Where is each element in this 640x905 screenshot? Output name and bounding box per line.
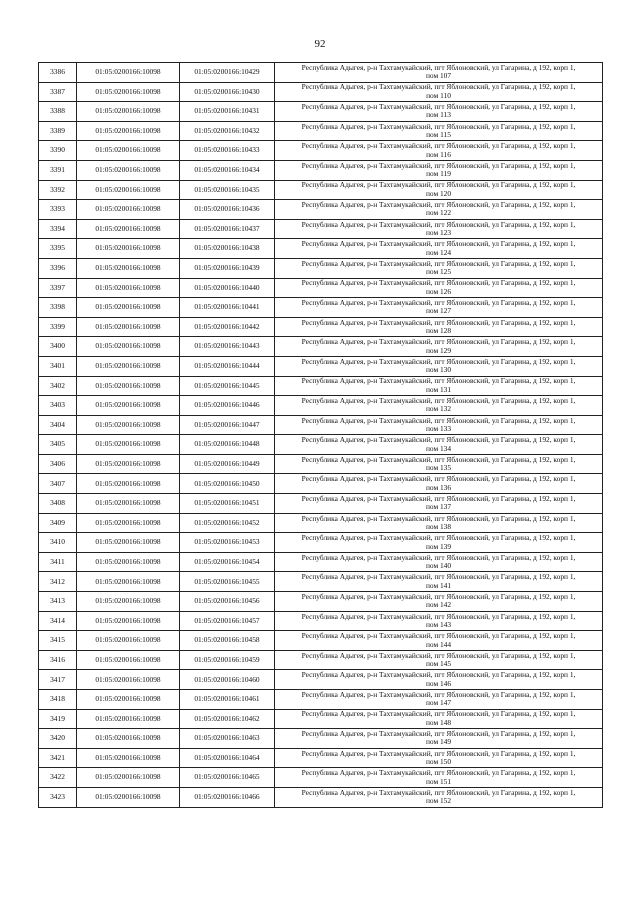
cadastral-number-cell: 01:05:0200166:10449: [180, 454, 275, 474]
address-cell: [275, 317, 603, 337]
parent-cadastral-number-cell: 01:05:0200166:10098: [77, 82, 180, 102]
table-row: [39, 317, 603, 337]
address-line: Республика Адыгея, р-н Тахтамукайский, пгт Яблоновский, ул Гагарина, д 192, корп 1,: [301, 82, 576, 92]
row-number-cell: 3422: [39, 768, 77, 788]
address-cell: [275, 729, 603, 749]
premises-number: пом 141: [425, 580, 452, 590]
row-number-cell: 3400: [39, 337, 77, 357]
address-cell: [275, 552, 603, 572]
cadastral-number-cell: 01:05:0200166:10436: [180, 200, 275, 220]
table-row: [39, 298, 603, 318]
cadastral-number-cell: 01:05:0200166:10464: [180, 748, 275, 768]
address-line: Республика Адыгея, р-н Тахтамукайский, пгт Яблоновский, ул Гагарина, д 192, корп 1,: [301, 768, 576, 778]
row-number-cell: 3404: [39, 415, 77, 435]
address-cell: [275, 298, 603, 318]
parent-cadastral-number-cell: 01:05:0200166:10098: [77, 160, 180, 180]
table-row: [39, 533, 603, 553]
premises-number: пом 135: [425, 463, 452, 473]
page-number: 92: [314, 38, 326, 50]
premises-number: пом 149: [425, 737, 452, 747]
row-number-cell: 3388: [39, 102, 77, 122]
table-row: [39, 63, 603, 83]
address-cell: [275, 670, 603, 690]
cadastral-number-cell: 01:05:0200166:10447: [180, 415, 275, 435]
premises-number: пом 131: [425, 384, 452, 394]
parent-cadastral-number-cell: 01:05:0200166:10098: [77, 121, 180, 141]
premises-number: пом 116: [426, 149, 451, 159]
premises-number: пом 148: [425, 717, 452, 727]
address-line: Республика Адыгея, р-н Тахтамукайский, пгт Яблоновский, ул Гагарина, д 192, корп 1,: [301, 670, 576, 680]
cadastral-number-cell: 01:05:0200166:10466: [180, 787, 275, 807]
parent-cadastral-number-cell: 01:05:0200166:10098: [77, 102, 180, 122]
address-cell: [275, 200, 603, 220]
premises-number: пом 120: [425, 188, 452, 198]
address-cell: [275, 219, 603, 239]
parent-cadastral-number-cell: 01:05:0200166:10098: [77, 729, 180, 749]
address-cell: [275, 121, 603, 141]
parent-cadastral-number-cell: 01:05:0200166:10098: [77, 787, 180, 807]
parent-cadastral-number-cell: 01:05:0200166:10098: [77, 592, 180, 612]
parent-cadastral-number-cell: 01:05:0200166:10098: [77, 141, 180, 161]
table-row: [39, 239, 603, 259]
address-cell: [275, 396, 603, 416]
row-number-cell: 3402: [39, 376, 77, 396]
table-row: [39, 160, 603, 180]
address-cell: [275, 611, 603, 631]
table-row: [39, 200, 603, 220]
row-number-cell: 3401: [39, 356, 77, 376]
row-number-cell: 3403: [39, 396, 77, 416]
premises-number: пом 139: [425, 541, 452, 551]
table-row: [39, 513, 603, 533]
table-row: [39, 650, 603, 670]
parent-cadastral-number-cell: 01:05:0200166:10098: [77, 650, 180, 670]
row-number-cell: 3416: [39, 650, 77, 670]
table-row: [39, 415, 603, 435]
cadastral-number-cell: 01:05:0200166:10443: [180, 337, 275, 357]
address-line: Республика Адыгея, р-н Тахтамукайский, пгт Яблоновский, ул Гагарина, д 192, корп 1,: [301, 258, 576, 268]
table-row: [39, 748, 603, 768]
row-number-cell: 3396: [39, 258, 77, 278]
table-row: [39, 787, 603, 807]
parent-cadastral-number-cell: 01:05:0200166:10098: [77, 709, 180, 729]
premises-number: пом 110: [426, 90, 451, 100]
cadastral-number-cell: 01:05:0200166:10437: [180, 219, 275, 239]
premises-number: пом 129: [425, 345, 452, 355]
address-line: Республика Адыгея, р-н Тахтамукайский, пгт Яблоновский, ул Гагарина, д 192, корп 1,: [301, 278, 576, 288]
row-number-cell: 3417: [39, 670, 77, 690]
address-cell: [275, 513, 603, 533]
row-number-cell: 3399: [39, 317, 77, 337]
address-line: Республика Адыгея, р-н Тахтамукайский, пгт Яблоновский, ул Гагарина, д 192, корп 1,: [301, 454, 576, 464]
address-line: Республика Адыгея, р-н Тахтамукайский, пгт Яблоновский, ул Гагарина, д 192, корп 1,: [301, 395, 576, 405]
parent-cadastral-number-cell: 01:05:0200166:10098: [77, 278, 180, 298]
cadastral-number-cell: 01:05:0200166:10444: [180, 356, 275, 376]
address-line: Республика Адыгея, р-н Тахтамукайский, пгт Яблоновский, ул Гагарина, д 192, корп 1,: [301, 337, 576, 347]
parent-cadastral-number-cell: 01:05:0200166:10098: [77, 239, 180, 259]
address-cell: [275, 650, 603, 670]
cadastral-number-cell: 01:05:0200166:10429: [180, 63, 275, 83]
parent-cadastral-number-cell: 01:05:0200166:10098: [77, 376, 180, 396]
premises-number: пом 145: [425, 659, 452, 669]
address-line: Республика Адыгея, р-н Тахтамукайский, пгт Яблоновский, ул Гагарина, д 192, корп 1,: [301, 62, 576, 72]
parent-cadastral-number-cell: 01:05:0200166:10098: [77, 298, 180, 318]
premises-number: пом 126: [425, 286, 452, 296]
cadastral-number-cell: 01:05:0200166:10460: [180, 670, 275, 690]
parent-cadastral-number-cell: 01:05:0200166:10098: [77, 513, 180, 533]
row-number-cell: 3386: [39, 63, 77, 83]
cadastral-number-cell: 01:05:0200166:10430: [180, 82, 275, 102]
address-line: Республика Адыгея, р-н Тахтамукайский, пгт Яблоновский, ул Гагарина, д 192, корп 1,: [301, 415, 576, 425]
address-cell: [275, 474, 603, 494]
premises-number: пом 107: [425, 71, 452, 81]
address-line: Республика Адыгея, р-н Тахтамукайский, пгт Яблоновский, ул Гагарина, д 192, корп 1,: [301, 121, 576, 131]
cadastral-number-cell: 01:05:0200166:10459: [180, 650, 275, 670]
premises-number: пом 152: [425, 796, 452, 806]
cadastral-number-cell: 01:05:0200166:10453: [180, 533, 275, 553]
cadastral-number-cell: 01:05:0200166:10441: [180, 298, 275, 318]
cadastral-number-cell: 01:05:0200166:10439: [180, 258, 275, 278]
row-number-cell: 3423: [39, 787, 77, 807]
parent-cadastral-number-cell: 01:05:0200166:10098: [77, 611, 180, 631]
premises-number: пом 133: [425, 423, 452, 433]
row-number-cell: 3394: [39, 219, 77, 239]
table-row: [39, 454, 603, 474]
row-number-cell: 3395: [39, 239, 77, 259]
cadastral-number-cell: 01:05:0200166:10434: [180, 160, 275, 180]
premises-number: пом 119: [426, 169, 451, 179]
table-row: [39, 180, 603, 200]
row-number-cell: 3414: [39, 611, 77, 631]
table-row: [39, 141, 603, 161]
address-line: Республика Адыгея, р-н Тахтамукайский, пгт Яблоновский, ул Гагарина, д 192, корп 1,: [301, 317, 576, 327]
address-cell: [275, 376, 603, 396]
table-row: [39, 435, 603, 455]
row-number-cell: 3389: [39, 121, 77, 141]
registry-table-body: [39, 63, 603, 808]
cadastral-number-cell: 01:05:0200166:10445: [180, 376, 275, 396]
address-line: Республика Адыгея, р-н Тахтамукайский, пгт Яблоновский, ул Гагарина, д 192, корп 1,: [301, 180, 576, 190]
row-number-cell: 3387: [39, 82, 77, 102]
premises-number: пом 115: [426, 130, 451, 140]
parent-cadastral-number-cell: 01:05:0200166:10098: [77, 494, 180, 514]
table-row: [39, 474, 603, 494]
table-row: [39, 396, 603, 416]
cadastral-number-cell: 01:05:0200166:10433: [180, 141, 275, 161]
address-cell: [275, 592, 603, 612]
address-cell: [275, 572, 603, 592]
address-line: Республика Адыгея, р-н Тахтамукайский, пгт Яблоновский, ул Гагарина, д 192, корп 1,: [301, 709, 576, 719]
cadastral-number-cell: 01:05:0200166:10454: [180, 552, 275, 572]
parent-cadastral-number-cell: 01:05:0200166:10098: [77, 533, 180, 553]
address-cell: [275, 631, 603, 651]
premises-number: пом 130: [425, 365, 452, 375]
table-row: [39, 552, 603, 572]
parent-cadastral-number-cell: 01:05:0200166:10098: [77, 200, 180, 220]
cadastral-number-cell: 01:05:0200166:10461: [180, 690, 275, 710]
premises-number: пом 128: [425, 326, 452, 336]
parent-cadastral-number-cell: 01:05:0200166:10098: [77, 454, 180, 474]
parent-cadastral-number-cell: 01:05:0200166:10098: [77, 572, 180, 592]
table-row: [39, 82, 603, 102]
address-cell: [275, 709, 603, 729]
row-number-cell: 3398: [39, 298, 77, 318]
address-line: Республика Адыгея, р-н Тахтамукайский, пгт Яблоновский, ул Гагарина, д 192, корп 1,: [301, 513, 576, 523]
premises-number: пом 136: [425, 482, 452, 492]
address-line: Республика Адыгея, р-н Тахтамукайский, пгт Яблоновский, ул Гагарина, д 192, корп 1,: [301, 787, 576, 797]
table-row: [39, 121, 603, 141]
address-cell: [275, 141, 603, 161]
cadastral-number-cell: 01:05:0200166:10463: [180, 729, 275, 749]
row-number-cell: 3410: [39, 533, 77, 553]
table-row: [39, 102, 603, 122]
table-row: [39, 572, 603, 592]
row-number-cell: 3405: [39, 435, 77, 455]
parent-cadastral-number-cell: 01:05:0200166:10098: [77, 552, 180, 572]
row-number-cell: 3407: [39, 474, 77, 494]
address-cell: [275, 82, 603, 102]
table-row: [39, 219, 603, 239]
address-line: Республика Адыгея, р-н Тахтамукайский, пгт Яблоновский, ул Гагарина, д 192, корп 1,: [301, 102, 576, 112]
address-cell: [275, 63, 603, 83]
parent-cadastral-number-cell: 01:05:0200166:10098: [77, 631, 180, 651]
address-line: Республика Адыгея, р-н Тахтамукайский, пгт Яблоновский, ул Гагарина, д 192, корп 1,: [301, 533, 576, 543]
address-cell: [275, 102, 603, 122]
row-number-cell: 3415: [39, 631, 77, 651]
table-row: [39, 278, 603, 298]
parent-cadastral-number-cell: 01:05:0200166:10098: [77, 474, 180, 494]
cadastral-number-cell: 01:05:0200166:10442: [180, 317, 275, 337]
premises-number: пом 143: [425, 619, 452, 629]
address-cell: [275, 435, 603, 455]
row-number-cell: 3421: [39, 748, 77, 768]
premises-number: пом 151: [425, 776, 452, 786]
address-cell: [275, 278, 603, 298]
address-line: Республика Адыгея, р-н Тахтамукайский, пгт Яблоновский, ул Гагарина, д 192, корп 1,: [301, 298, 576, 308]
table-row: [39, 356, 603, 376]
address-line: Республика Адыгея, р-н Тахтамукайский, пгт Яблоновский, ул Гагарина, д 192, корп 1,: [301, 493, 576, 503]
address-line: Республика Адыгея, р-н Тахтамукайский, пгт Яблоновский, ул Гагарина, д 192, корп 1,: [301, 611, 576, 621]
parent-cadastral-number-cell: 01:05:0200166:10098: [77, 670, 180, 690]
premises-number: пом 134: [425, 443, 452, 453]
address-line: Республика Адыгея, р-н Тахтамукайский, пгт Яблоновский, ул Гагарина, д 192, корп 1,: [301, 552, 576, 562]
cadastral-number-cell: 01:05:0200166:10448: [180, 435, 275, 455]
premises-number: пом 150: [425, 757, 452, 767]
table-row: [39, 611, 603, 631]
registry-table: [38, 62, 603, 808]
row-number-cell: 3420: [39, 729, 77, 749]
parent-cadastral-number-cell: 01:05:0200166:10098: [77, 435, 180, 455]
premises-number: пом 146: [425, 678, 452, 688]
table-row: [39, 690, 603, 710]
address-line: Республика Адыгея, р-н Тахтамукайский, пгт Яблоновский, ул Гагарина, д 192, корп 1,: [301, 474, 576, 484]
cadastral-number-cell: 01:05:0200166:10432: [180, 121, 275, 141]
premises-number: пом 144: [425, 639, 452, 649]
row-number-cell: 3390: [39, 141, 77, 161]
address-line: Республика Адыгея, р-н Тахтамукайский, пгт Яблоновский, ул Гагарина, д 192, корп 1,: [301, 748, 576, 758]
premises-number: пом 124: [425, 247, 452, 257]
address-line: Республика Адыгея, р-н Тахтамукайский, пгт Яблоновский, ул Гагарина, д 192, корп 1,: [301, 160, 576, 170]
cadastral-number-cell: 01:05:0200166:10450: [180, 474, 275, 494]
parent-cadastral-number-cell: 01:05:0200166:10098: [77, 258, 180, 278]
table-row: [39, 494, 603, 514]
cadastral-number-cell: 01:05:0200166:10446: [180, 396, 275, 416]
row-number-cell: 3392: [39, 180, 77, 200]
parent-cadastral-number-cell: 01:05:0200166:10098: [77, 337, 180, 357]
row-number-cell: 3412: [39, 572, 77, 592]
cadastral-number-cell: 01:05:0200166:10440: [180, 278, 275, 298]
address-line: Республика Адыгея, р-н Тахтамукайский, пгт Яблоновский, ул Гагарина, д 192, корп 1,: [301, 572, 576, 582]
parent-cadastral-number-cell: 01:05:0200166:10098: [77, 219, 180, 239]
address-line: Республика Адыгея, р-н Тахтамукайский, пгт Яблоновский, ул Гагарина, д 192, корп 1,: [301, 650, 576, 660]
address-cell: [275, 454, 603, 474]
table-row: [39, 631, 603, 651]
parent-cadastral-number-cell: 01:05:0200166:10098: [77, 63, 180, 83]
row-number-cell: 3391: [39, 160, 77, 180]
parent-cadastral-number-cell: 01:05:0200166:10098: [77, 396, 180, 416]
address-cell: [275, 239, 603, 259]
table-row: [39, 337, 603, 357]
cadastral-number-cell: 01:05:0200166:10455: [180, 572, 275, 592]
table-row: [39, 258, 603, 278]
table-row: [39, 709, 603, 729]
cadastral-number-cell: 01:05:0200166:10438: [180, 239, 275, 259]
address-line: Республика Адыгея, р-н Тахтамукайский, пгт Яблоновский, ул Гагарина, д 192, корп 1,: [301, 219, 576, 229]
row-number-cell: 3418: [39, 690, 77, 710]
premises-number: пом 138: [425, 521, 452, 531]
address-cell: [275, 160, 603, 180]
row-number-cell: 3419: [39, 709, 77, 729]
table-row: [39, 729, 603, 749]
premises-number: пом 147: [425, 698, 452, 708]
row-number-cell: 3406: [39, 454, 77, 474]
cadastral-number-cell: 01:05:0200166:10431: [180, 102, 275, 122]
premises-number: пом 123: [425, 228, 452, 238]
address-cell: [275, 787, 603, 807]
row-number-cell: 3413: [39, 592, 77, 612]
cadastral-number-cell: 01:05:0200166:10462: [180, 709, 275, 729]
table-row: [39, 670, 603, 690]
address-line: Республика Адыгея, р-н Тахтамукайский, пгт Яблоновский, ул Гагарина, д 192, корп 1,: [301, 591, 576, 601]
cadastral-number-cell: 01:05:0200166:10465: [180, 768, 275, 788]
cadastral-number-cell: 01:05:0200166:10451: [180, 494, 275, 514]
address-cell: [275, 415, 603, 435]
address-line: Республика Адыгея, р-н Тахтамукайский, пгт Яблоновский, ул Гагарина, д 192, корп 1,: [301, 239, 576, 249]
address-line: Республика Адыгея, р-н Тахтамукайский, пгт Яблоновский, ул Гагарина, д 192, корп 1,: [301, 376, 576, 386]
address-line: Республика Адыгея, р-н Тахтамукайский, пгт Яблоновский, ул Гагарина, д 192, корп 1,: [301, 356, 576, 366]
premises-number: пом 137: [425, 502, 452, 512]
premises-number: пом 125: [425, 267, 452, 277]
row-number-cell: 3397: [39, 278, 77, 298]
table-row: [39, 376, 603, 396]
premises-number: пом 140: [425, 561, 452, 571]
address-line: Республика Адыгея, р-н Тахтамукайский, пгт Яблоновский, ул Гагарина, д 192, корп 1,: [301, 631, 576, 641]
row-number-cell: 3393: [39, 200, 77, 220]
address-line: Республика Адыгея, р-н Тахтамукайский, пгт Яблоновский, ул Гагарина, д 192, корп 1,: [301, 689, 576, 699]
row-number-cell: 3408: [39, 494, 77, 514]
parent-cadastral-number-cell: 01:05:0200166:10098: [77, 180, 180, 200]
premises-number: пом 113: [426, 110, 451, 120]
cadastral-number-cell: 01:05:0200166:10456: [180, 592, 275, 612]
address-line: Республика Адыгея, р-н Тахтамукайский, пгт Яблоновский, ул Гагарина, д 192, корп 1,: [301, 141, 576, 151]
cadastral-number-cell: 01:05:0200166:10452: [180, 513, 275, 533]
address-line: Республика Адыгея, р-н Тахтамукайский, пгт Яблоновский, ул Гагарина, д 192, корп 1,: [301, 435, 576, 445]
parent-cadastral-number-cell: 01:05:0200166:10098: [77, 690, 180, 710]
address-cell: [275, 180, 603, 200]
premises-number: пом 132: [425, 404, 452, 414]
address-cell: [275, 690, 603, 710]
parent-cadastral-number-cell: 01:05:0200166:10098: [77, 317, 180, 337]
row-number-cell: 3411: [39, 552, 77, 572]
address-cell: [275, 494, 603, 514]
parent-cadastral-number-cell: 01:05:0200166:10098: [77, 356, 180, 376]
parent-cadastral-number-cell: 01:05:0200166:10098: [77, 768, 180, 788]
premises-number: пом 142: [425, 600, 452, 610]
premises-number: пом 127: [425, 306, 452, 316]
premises-number: пом 122: [425, 208, 452, 218]
parent-cadastral-number-cell: 01:05:0200166:10098: [77, 748, 180, 768]
address-cell: [275, 337, 603, 357]
table-row: [39, 592, 603, 612]
address-line: Республика Адыгея, р-н Тахтамукайский, пгт Яблоновский, ул Гагарина, д 192, корп 1,: [301, 200, 576, 210]
address-cell: [275, 768, 603, 788]
cadastral-number-cell: 01:05:0200166:10457: [180, 611, 275, 631]
address-cell: [275, 258, 603, 278]
address-cell: [275, 533, 603, 553]
cadastral-number-cell: 01:05:0200166:10435: [180, 180, 275, 200]
address-cell: [275, 748, 603, 768]
cadastral-number-cell: 01:05:0200166:10458: [180, 631, 275, 651]
address-line: Республика Адыгея, р-н Тахтамукайский, пгт Яблоновский, ул Гагарина, д 192, корп 1,: [301, 729, 576, 739]
address-cell: [275, 356, 603, 376]
table-row: [39, 768, 603, 788]
parent-cadastral-number-cell: 01:05:0200166:10098: [77, 415, 180, 435]
row-number-cell: 3409: [39, 513, 77, 533]
